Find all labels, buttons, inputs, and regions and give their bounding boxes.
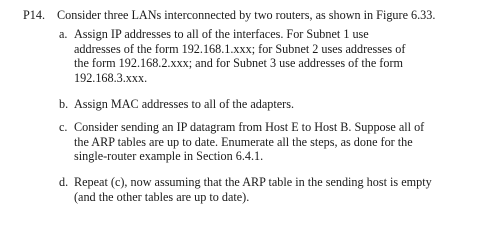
- subquestion-text-line: addresses of the form 192.168.1.xxx; for Subnet 2 uses addresses of: [74, 41, 406, 56]
- subquestion-text-line: Repeat (c), now assuming that the ARP table in the sending host is empty: [74, 175, 432, 189]
- subquestion-text-line: Assign MAC addresses to all of the adapters.: [74, 97, 295, 111]
- subquestion-text-line: single-router example in Section 6.4.1.: [74, 149, 264, 164]
- subquestion-letter: c.: [59, 120, 68, 134]
- subquestion-letter: a.: [59, 27, 68, 41]
- subquestion-text-line: 192.168.3.xxx.: [74, 70, 148, 85]
- subquestion-letter: d.: [59, 175, 69, 189]
- problem-number: P14.: [23, 8, 46, 22]
- subquestion-text-line: (and the other tables are up to date).: [74, 189, 250, 204]
- problem-intro: Consider three LANs interconnected by two routers, as shown in Figure 6.33.: [57, 8, 436, 22]
- subquestion-text-line: the form 192.168.2.xxx; and for Subnet 3 use addresses of the form: [74, 56, 403, 71]
- problem-header: [23, 7, 435, 23]
- subquestion-text-line: Assign IP addresses to all of the interfaces. For Subnet 1 use: [74, 27, 369, 41]
- subquestion-letter: b.: [59, 97, 69, 111]
- subquestion-text-line: the ARP tables are up to date. Enumerate all the steps, as done for the: [74, 134, 413, 149]
- subquestion-text-line: Consider sending an IP datagram from Host E to Host B. Suppose all of: [74, 120, 425, 134]
